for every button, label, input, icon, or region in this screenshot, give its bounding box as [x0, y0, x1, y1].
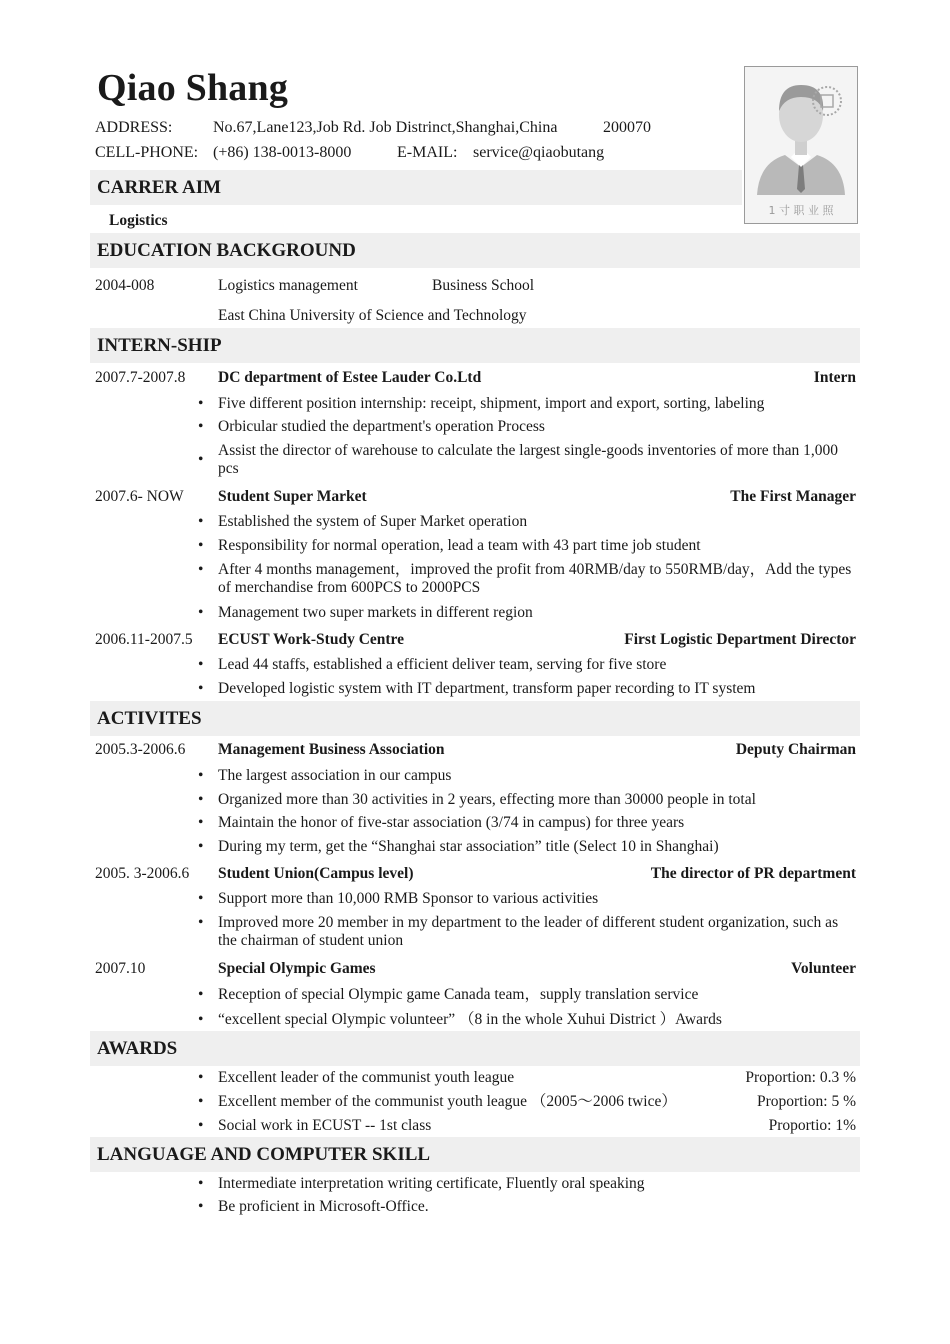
bullet-icon: • — [198, 656, 204, 673]
education-date: 2004-008 — [95, 277, 155, 294]
entry-role: First Logistic Department Director — [624, 631, 856, 648]
bullet-icon: • — [198, 680, 204, 697]
entry-role: Intern — [813, 369, 856, 386]
section-title: INTERN-SHIP — [97, 335, 222, 356]
resume-page: Qiao Shang ADDRESS: No.67,Lane123,Job Rd. Job Distrinct,Shanghai,China 200070 CELL-PHONE: (+86) 138-0013-8000 E-MAIL: service@qiaobutang 1 寸 职 业 照 CARRER AIM Logistics EDUCATION BACKGROUND 2004-008 Logistics management Business School East China University of Science and Technology INTERN-SHIP 2007.7-2007.8 DC department of Estee Lauder Co.Ltd Intern • Five different position internship: receipt, shipment, import and export, sorting, labeling • Orbicular studied the department's operation Process • Assist the director of warehouse to calculate the largest single-goods inventories of more than 1,000 pcs 2007.6- NOW Student Super Market The First Manager • Established the system of Super Market operation • Responsibility for normal operation, lead a team with 43 part time job student • After 4 months management，improved the profit from 40RMB/day to 550RMB/day，Add the types of merchandise from 600PCS to 2000PCS • Management two super markets in different region 2006.11-2007.5 ECUST Work-Study Centre First Logistic Department Director • Lead 44 staffs, established a efficient deliver team, serving for five store • Developed logistic system with IT department, transform paper recording to IT system ACTIVITES 2005.3-2006.6 Management Business Association Deputy Chairman • The largest association in our campus • Organized more than 30 activities in 2 years, effecting more than 30000 people in total • Maintain the honor of five-star association (3/74 in campus) for three years • During my term, get the “Shanghai star association” title (Select 10 in Shanghai) 2005. 3-2006.6 Student Union(Campus level) The director of PR department • Support more than 10,000 RMB Sponsor to various activities • Improved more 20 member in my department to the leader of different student organization, such as the chairman of student union 2007.10 Special Olympic Games Volunteer • Reception of special Olympic game Canada team，supply translation service • “excellent special Olympic volunteer” （8 in the whole Xuhui District ）Awards AWARDS • Excellent leader of the communist youth league Proportion: 0.3 % • Excellent member of the communist youth league （2005～2006 twice） Proportion: 5 % • Social work in ECUST -- 1st class Proportio: 1% LANGUAGE AND COMPUTER SKILL • Intermediate interpretation writing certificate, Fluently oral speaking • Be proficient in Microsoft-Office. — [0, 0, 950, 1344]
bullet-icon: • — [198, 1117, 204, 1134]
entry-role: Volunteer — [791, 960, 856, 977]
section-career-aim — [90, 170, 742, 205]
award-proportion: Proportio: 1% — [768, 1117, 856, 1134]
bullet-icon: • — [198, 1093, 204, 1110]
avatar-silhouette-icon — [745, 67, 857, 223]
bullet-icon: • — [198, 1175, 204, 1192]
bullet-icon: • — [198, 395, 204, 412]
entry-organization: Special Olympic Games — [218, 960, 376, 977]
internship-entry-3 — [95, 631, 856, 651]
candidate-name: Qiao Shang — [97, 67, 289, 109]
section-education — [90, 233, 860, 268]
section-skills — [90, 1137, 860, 1172]
activity-entry-1 — [95, 741, 856, 761]
activity-entry-2 — [95, 865, 856, 885]
email-label: E-MAIL: — [397, 144, 458, 161]
education-major: Logistics management — [218, 277, 358, 294]
section-awards — [90, 1031, 860, 1066]
email-value[interactable]: service@qiaobutang — [473, 144, 605, 161]
internship-entry-1 — [95, 369, 856, 389]
entry-organization: Student Union(Campus level) — [218, 865, 414, 882]
education-university: East China University of Science and Technology — [218, 307, 527, 324]
career-aim-value: Logistics — [109, 212, 168, 229]
entry-organization: Management Business Association — [218, 741, 445, 758]
address-label: ADDRESS: — [95, 119, 173, 136]
entry-organization: Student Super Market — [218, 488, 367, 505]
entry-date: 2005.3-2006.6 — [95, 741, 186, 758]
bullet-icon: • — [198, 451, 204, 468]
bullet-icon: • — [198, 986, 204, 1003]
bullet-icon: • — [198, 604, 204, 621]
section-internship — [90, 328, 860, 363]
bullet-icon: • — [198, 791, 204, 808]
postcode: 200070 — [603, 119, 651, 136]
bullet-icon: • — [198, 890, 204, 907]
bullet-icon: • — [198, 418, 204, 435]
entry-role: The First Manager — [730, 488, 856, 505]
section-title: AWARDS — [97, 1038, 178, 1059]
section-title: CARRER AIM — [97, 177, 222, 198]
entry-role: Deputy Chairman — [735, 741, 856, 758]
section-title: LANGUAGE AND COMPUTER SKILL — [97, 1144, 431, 1165]
bullet-icon: • — [198, 561, 204, 578]
education-school: Business School — [432, 277, 535, 294]
entry-role: The director of PR department — [650, 865, 856, 882]
profile-photo — [744, 66, 858, 224]
bullet-icon: • — [198, 767, 204, 784]
bullet-icon: • — [198, 1069, 204, 1086]
entry-date: 2006.11-2007.5 — [95, 631, 193, 648]
entry-organization: ECUST Work-Study Centre — [218, 631, 405, 648]
entry-date: 2007.6- NOW — [95, 488, 184, 505]
entry-date: 2007.7-2007.8 — [95, 369, 186, 386]
award-proportion: Proportion: 5 % — [756, 1093, 856, 1110]
section-title: EDUCATION BACKGROUND — [97, 240, 356, 261]
bullet-icon: • — [198, 537, 204, 554]
section-title: ACTIVITES — [97, 708, 202, 729]
photo-caption: 1 寸 职 业 照 — [768, 204, 834, 217]
award-proportion: Proportion: 0.3 % — [745, 1069, 856, 1086]
bullet-icon: • — [198, 513, 204, 530]
entry-date: 2005. 3-2006.6 — [95, 865, 190, 882]
bullet-icon: • — [198, 914, 204, 931]
bullet-icon: • — [198, 838, 204, 855]
bullet-icon: • — [198, 814, 204, 831]
bullet-icon: • — [198, 1198, 204, 1215]
address-value: No.67,Lane123,Job Rd. Job Distrinct,Shanghai,China — [213, 119, 558, 136]
section-activities — [90, 701, 860, 736]
internship-entry-2 — [95, 488, 856, 508]
bullet-icon: • — [198, 1011, 204, 1028]
activity-entry-3 — [95, 960, 856, 980]
entry-date: 2007.10 — [95, 960, 146, 977]
entry-organization: DC department of Estee Lauder Co.Ltd — [218, 369, 482, 386]
phone-label: CELL-PHONE: — [95, 144, 199, 161]
phone-value: (+86) 138-0013-8000 — [213, 144, 352, 161]
